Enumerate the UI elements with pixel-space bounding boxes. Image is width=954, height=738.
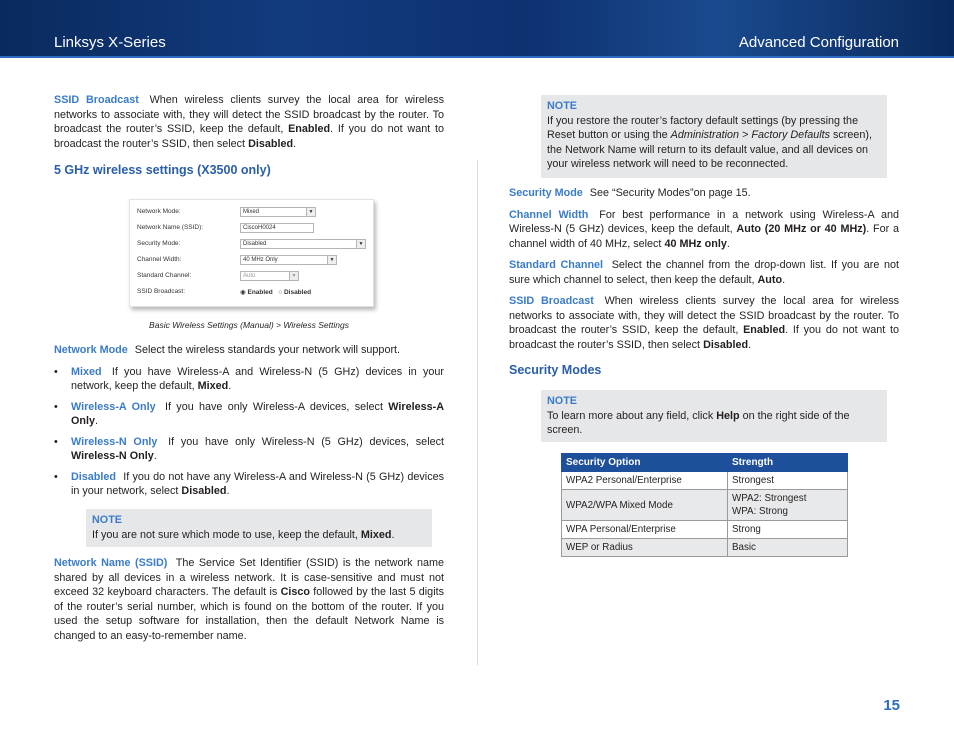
list-item: • Disabled If you do not have any Wireless-A and Wireless-N (5 GHz) devices in your network, select Disabled. — [54, 470, 444, 499]
table-cell: WEP or Radius — [562, 539, 728, 557]
column-divider — [477, 160, 478, 665]
network-mode-paragraph: Network Mode Select the wireless standards your network will support. — [54, 344, 401, 356]
page-number: 15 — [883, 697, 900, 714]
dropdown-arrow-icon: ▼ — [327, 256, 336, 264]
table-row — [562, 521, 848, 539]
network-name-paragraph: Network Name (SSID) The Service Set Identifier (SSID) is the network name shared by all devices in a wireless network. It is case-sensitive and must not exceed 32 keyboard characters. The default is Cisco followed by the last 5 digits of the router’s serial number, which is found on the bottom of the router. If you used the setup software for installation, then the default Network Name is changed to an easy-to-remember name. — [54, 557, 444, 642]
screenshot-label: Channel Width: — [137, 256, 182, 263]
list-item: • Wireless-A Only If you have only Wireless-A devices, select Wireless-A Only. — [54, 400, 444, 429]
page-header — [0, 0, 954, 58]
standard-channel-paragraph: Standard Channel Select the channel from the drop-down list. If you are not sure which channel to select, then keep the default, Auto. — [509, 259, 900, 286]
dropdown-arrow-icon: ▼ — [356, 240, 365, 248]
note-box: NOTE If you are not sure which mode to use, keep the default, Mixed. — [86, 509, 432, 547]
security-table — [561, 453, 848, 557]
dropdown-arrow-icon: ▼ — [306, 208, 315, 216]
table-cell: WPA2: Strongest WPA: Strong — [728, 490, 848, 521]
ssid-broadcast-paragraph: SSID Broadcast When wireless clients survey the local area for wireless networks to associate with, they will detect the SSID broadcast by the router. To broadcast the router’s SSID, keep the default, Enabled. If you do not want to broadcast the router’s SSID, then select Disabled. — [54, 94, 444, 150]
security-mode-paragraph: Security Mode See “Security Modes”on page 15. — [509, 187, 751, 199]
ssid-broadcast-radios: ◉ Enabled ○ Disabled — [240, 289, 312, 296]
list-item: • Mixed If you have Wireless-A and Wireless-N (5 GHz) devices in your network, keep the default, Mixed. — [54, 365, 444, 394]
table-header: Strength — [728, 454, 848, 472]
screenshot-label: Standard Channel: — [137, 272, 192, 279]
channel-width-select: 40 MHz Only ▼ — [240, 255, 337, 265]
table-cell: WPA2 Personal/Enterprise — [562, 472, 728, 490]
table-row — [562, 490, 848, 521]
screenshot-label: SSID Broadcast: — [137, 288, 186, 295]
network-mode-select: Mixed ▼ — [240, 207, 316, 217]
table-cell: Basic — [728, 539, 848, 557]
table-header: Security Option — [562, 454, 728, 472]
header-product: Linksys X-Series — [54, 34, 166, 51]
table-row — [562, 472, 848, 490]
table-cell: WPA Personal/Enterprise — [562, 521, 728, 539]
radio-selected-icon: ◉ — [240, 289, 246, 296]
security-mode-select: Disabled ▼ — [240, 239, 366, 249]
table-header-row — [562, 454, 848, 472]
ssid-field: CiscoH0024 — [240, 223, 314, 233]
screenshot-label: Network Name (SSID): — [137, 224, 204, 231]
table-cell: WPA2/WPA Mixed Mode — [562, 490, 728, 521]
left-column-top — [54, 93, 444, 158]
ssid-broadcast-paragraph: SSID Broadcast When wireless clients survey the local area for wireless networks to associate with, they will detect the SSID broadcast by the router. To broadcast the router’s SSID, keep the default, Enabled. If you do not want to broadcast the router’s SSID, then select Disabled. — [509, 295, 899, 351]
list-item: • Wireless-N Only If you have only Wireless-N (5 GHz) devices, select Wireless-N Only. — [54, 435, 444, 464]
screenshot-label: Network Mode: — [137, 208, 181, 215]
5ghz-heading: 5 GHz wireless settings (X3500 only) — [54, 163, 271, 177]
left-column-body — [54, 343, 444, 505]
note-box: NOTE To learn more about any field, click Help on the right side of the screen. — [541, 390, 887, 442]
note-box: NOTE If you restore the router’s factory default settings (by pressing the Reset button or using the Administration > Factory Defaults screen), the Network Name will return to its default value, and all devices on your wireless network will need to be reconnected. — [541, 95, 887, 178]
table-cell: Strong — [728, 521, 848, 539]
table-row — [562, 539, 848, 557]
screenshot-label: Security Mode: — [137, 240, 181, 247]
mode-list — [54, 365, 444, 499]
dropdown-arrow-icon: ▼ — [289, 272, 298, 280]
right-column-body — [509, 186, 899, 359]
standard-channel-select: Auto ▼ — [240, 271, 299, 281]
figure-caption: Basic Wireless Settings (Manual) > Wireless Settings — [149, 320, 349, 330]
table-cell: Strongest — [728, 472, 848, 490]
channel-width-paragraph: Channel Width For best performance in a network using Wireless-A and Wireless-N (5 GHz) devices, keep the default, Auto (20 MHz or 40 MHz). For a channel width of 40 MHz, select 40 MHz only. — [509, 208, 899, 250]
header-section: Advanced Configuration — [738, 34, 899, 51]
security-modes-heading: Security Modes — [509, 363, 602, 377]
radio-empty-icon: ○ — [278, 289, 283, 296]
settings-screenshot — [129, 199, 374, 307]
left-column-bottom — [54, 556, 444, 650]
